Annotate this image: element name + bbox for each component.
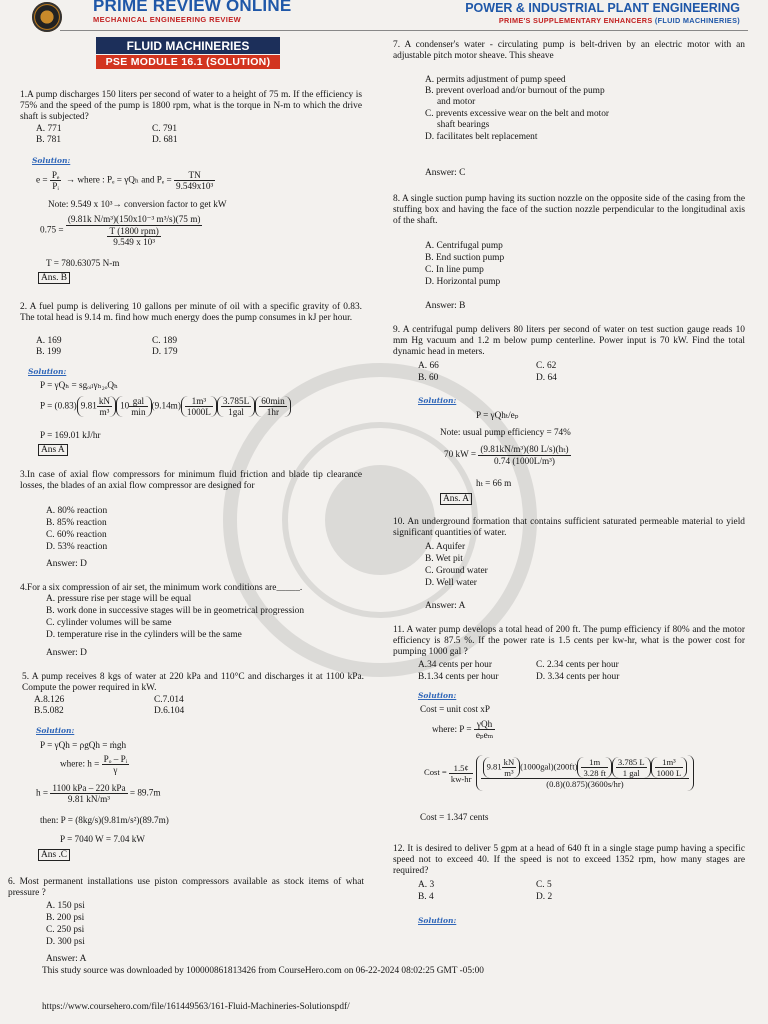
q9-option-b: B. 60 bbox=[418, 373, 439, 383]
q4-option-c: C. cylinder volumes will be same bbox=[46, 618, 172, 628]
q11-solution-label: Solution: bbox=[418, 691, 457, 700]
q3-option-b: B. 85% reaction bbox=[46, 518, 107, 528]
q1-note: Note: 9.549 x 10³→ conversion factor to get kW bbox=[48, 199, 227, 209]
q5-head-value: h = $\frac{\text{1100 kPa – 220 kPa}}{\text{9.81 kN/m³}}$ = 89.7m bbox=[36, 783, 161, 804]
q9-result: hₜ = 66 m bbox=[476, 478, 512, 488]
q8-option-c: C. In line pump bbox=[425, 265, 484, 275]
source-url[interactable]: https://www.coursehero.com/file/161449563/161-Fluid-Machineries-Solutionspdf/ bbox=[42, 1002, 350, 1012]
prime-logo-icon bbox=[32, 2, 62, 32]
q11-option-c: C. 2.34 cents per hour bbox=[536, 660, 619, 670]
question-11: 11. A water pump develops a total head of 200 ft. The pump efficiency if 80% and the motor efficiency is 87.5 %. If the power rate is 1.5 cents per kw-hr, what is the power cost for pumping 1000 gal ? bbox=[393, 625, 745, 657]
q11-result: Cost = 1.347 cents bbox=[420, 812, 489, 822]
module-title: FLUID MACHINERIES bbox=[96, 37, 280, 54]
question-10: 10. An underground formation that contains sufficient saturated permeable material to yield significant quantities of water. bbox=[393, 517, 745, 538]
q6-answer: Answer: A bbox=[46, 954, 87, 964]
q7-option-d: D. facilitates belt replacement bbox=[425, 132, 538, 142]
q10-option-c: C. Ground water bbox=[425, 566, 488, 576]
q1-option-d: D. 681 bbox=[152, 135, 178, 145]
q8-option-b: B. End suction pump bbox=[425, 253, 505, 263]
q2-option-a: A. 169 bbox=[36, 336, 62, 346]
question-2: 2. A fuel pump is delivering 10 gallons per minute of oil with a specific gravity of 0.83. The total head is 9.14 m. find how much energy does the pump consumes in kJ per hour. bbox=[20, 302, 362, 323]
q11-option-b: B.1.34 cents per hour bbox=[418, 672, 499, 682]
q10-option-d: D. Well water bbox=[425, 578, 477, 588]
q6-option-b: B. 200 psi bbox=[46, 913, 85, 923]
q9-power-equation: P = γQhₜ/eₚ bbox=[476, 410, 519, 420]
brand-title: PRIME REVIEW ONLINE bbox=[93, 0, 292, 15]
q9-head-equation: 70 kW = $\frac{\text{(9.81kN/m³)(80 L/s)(hₜ)}}{\text{0.74 (1000L/m³)}}$ bbox=[444, 444, 569, 466]
q8-option-d: D. Horizontal pump bbox=[425, 277, 501, 287]
q6-option-d: D. 300 psi bbox=[46, 937, 85, 947]
question-12: 12. It is desired to deliver 5 gpm at a head of 640 ft in a single stage pump having a specific speed not to exceed 40. If the speed is not to exceed 1352 rpm, how many stages are required? bbox=[393, 844, 745, 876]
header-rule bbox=[60, 30, 748, 31]
q4-option-d: D. temperature rise in the cylinders will be the same bbox=[46, 630, 242, 640]
q9-solution-label: Solution: bbox=[418, 396, 457, 405]
q9-answer: Ans. A bbox=[440, 494, 472, 504]
question-9: 9. A centrifugal pump delivers 80 liters per second of water on test suction gauge reads 10 mm Hg vacuum and 1.2 m below pump centerline. Power input is 70 kW. Find the total dynamic head in meters. bbox=[393, 325, 745, 357]
q7-option-c: C. prevents excessive wear on the belt and motor bbox=[425, 109, 610, 119]
q9-option-a: A. 66 bbox=[418, 361, 439, 371]
q11-cost-equation: Cost = unit cost xP bbox=[420, 704, 491, 714]
q11-option-d: D. 3.34 cents per hour bbox=[536, 672, 620, 682]
q9-option-d: D. 64 bbox=[536, 373, 557, 383]
q11-option-a: A.34 cents per hour bbox=[418, 660, 492, 670]
q10-answer: Answer: A bbox=[425, 601, 466, 611]
q9-option-c: C. 62 bbox=[536, 361, 557, 371]
question-7: 7. A condenser's water - circulating pump is belt-driven by an electric motor with an adjustable pitch motor sheave. This sheave bbox=[393, 40, 745, 61]
q1-torque-equation: 0.75 = $\frac{\text{(9.81k N/m³)(150x10⁻³ m³/s)(75 m)}}{\frac{\text{T (1800 rpm)}}{\text{9.549 x 10³}}}$ bbox=[40, 214, 201, 247]
q6-option-c: C. 250 psi bbox=[46, 925, 85, 935]
q7-option-b-cont: and motor bbox=[437, 97, 476, 107]
q12-option-c: C. 5 bbox=[536, 880, 552, 890]
q2-solution-label: Solution: bbox=[28, 367, 67, 376]
q2-result: P = 169.01 kJ/hr bbox=[40, 430, 101, 440]
q3-option-a: A. 80% reaction bbox=[46, 506, 108, 516]
q4-option-a: A. pressure rise per stage will be equal bbox=[46, 594, 192, 604]
q3-option-d: D. 53% reaction bbox=[46, 542, 108, 552]
q2-option-c: C. 189 bbox=[152, 336, 178, 346]
q8-answer: Answer: B bbox=[425, 301, 466, 311]
download-notice: This study source was downloaded by 100000861813426 from CourseHero.com on 06-22-2024 08:02:25 GMT -05:00 bbox=[42, 966, 484, 976]
q1-solution-label: Solution: bbox=[32, 156, 71, 165]
subject-tag: (FLUID MACHINERIES) bbox=[654, 16, 740, 25]
q1-answer: Ans. B bbox=[38, 273, 70, 283]
q11-power-equation: where: P = $\frac{\text{γQh}}{\text{eₚeₘ}}$ bbox=[432, 719, 494, 740]
question-5: 5. A pump receives 8 kgs of water at 220 kPa and 110°C and discharges it at 1100 kPa. Compute the power required in kW. bbox=[22, 672, 364, 693]
q2-answer: Ans A bbox=[38, 445, 68, 455]
question-3: 3.In case of axial flow compressors for minimum fluid friction and blade tip clearance losses, the blades of an axial flow compressor are designed for bbox=[20, 470, 362, 491]
q5-result: P = 7040 W = 7.04 kW bbox=[60, 834, 145, 844]
q8-option-a: A. Centrifugal pump bbox=[425, 241, 503, 251]
module-number: PSE MODULE 16.1 (SOLUTION) bbox=[96, 55, 280, 69]
module-title-box bbox=[96, 37, 280, 69]
q1-result: T = 780.63075 N-m bbox=[46, 258, 120, 268]
header-right bbox=[465, 0, 740, 25]
q3-answer: Answer: D bbox=[46, 559, 87, 569]
q1-option-b: B. 781 bbox=[36, 135, 62, 145]
q11-cost-calculation: Cost = $\frac{1.5¢}{kw-hr}$ 9.81 $\frac{kN}{\text{m³}}$ (1000gal)(200ft) $\frac{1m}{3.28 ft}$ $\frac{3.785 L}{\text{1 gal}}$ $\frac{\text{1m³}}{1000 L}$ (0.8)(0.875)(3600s/hr) bbox=[424, 755, 694, 791]
q5-option-b: B.5.082 bbox=[34, 706, 64, 716]
q5-solution-label: Solution: bbox=[36, 726, 75, 735]
q1-option-c: C. 791 bbox=[152, 124, 178, 134]
question-8: 8. A single suction pump having its suction nozzle on the opposite side of the casing from the stuffing box and having the face of the suction nozzle perpendicular to the longitudinal axis of the shaft. bbox=[393, 194, 745, 226]
q4-option-b: B. work done in successive stages will be in geometrical progression bbox=[46, 606, 305, 616]
q5-answer: Ans .C bbox=[38, 850, 70, 860]
q5-power-equation: P = γQh = ρgQh = ṁgh bbox=[40, 740, 127, 750]
q6-option-a: A. 150 psi bbox=[46, 901, 85, 911]
q2-energy-equation: P = (0.83) 9.81 $\frac{kN}{\text{m³}}$ 10 $\frac{\text{gal}}{\min}$ (9.14m) $\frac{\text{1m³}}{1000L}$ $\frac{3.785L}{\text{1gal}}$ $\frac{60\min}{1hr}$ bbox=[40, 396, 291, 417]
subject-title: POWER & INDUSTRIAL PLANT ENGINEERING bbox=[465, 1, 740, 15]
brand-subtitle: MECHANICAL ENGINEERING REVIEW bbox=[93, 15, 242, 24]
question-1: 1.A pump discharges 150 liters per second of water to a height of 75 m. If the efficiency is 75% and the speed of the pump is 1800 rpm, what is the torque in N-m to which the drive shaft is subjected? bbox=[20, 90, 362, 122]
question-6: 6. Most permanent installations use piston compressors available as stock items of what pressure ? bbox=[8, 877, 364, 898]
q1-efficiency-equation: e = $\frac{\text{Pₑ}}{\text{Pᵢ}}$ → where : Pₑ = γQₕ and Pₑ = $\frac{TN}{\text{9.549x10³}}$ bbox=[36, 170, 214, 191]
q10-option-b: B. Wet pit bbox=[425, 554, 463, 564]
q7-option-a: A. permits adjustment of pump speed bbox=[425, 75, 566, 85]
q5-option-d: D.6.104 bbox=[154, 706, 185, 716]
q4-answer: Answer: D bbox=[46, 648, 87, 658]
q3-option-c: C. 60% reaction bbox=[46, 530, 107, 540]
question-4: 4.For a six compression of air set, the minimum work conditions are_____. bbox=[20, 583, 303, 593]
q7-answer: Answer: C bbox=[425, 168, 466, 178]
q12-option-a: A. 3 bbox=[418, 880, 435, 890]
q7-option-b: B. prevent overload and/or burnout of the pump bbox=[425, 86, 605, 96]
q10-option-a: A. Aquifer bbox=[425, 542, 466, 552]
q1-option-a: A. 771 bbox=[36, 124, 62, 134]
q12-option-b: B. 4 bbox=[418, 892, 434, 902]
q2-option-b: B. 199 bbox=[36, 347, 62, 357]
q12-option-d: D. 2 bbox=[536, 892, 553, 902]
q5-substitution: then: P = (8kg/s)(9.81m/s²)(89.7m) bbox=[40, 815, 169, 825]
q12-solution-label: Solution: bbox=[418, 916, 457, 925]
q5-option-c: C.7.014 bbox=[154, 695, 184, 705]
q9-note: Note: usual pump efficiency = 74% bbox=[440, 427, 571, 437]
q5-option-a: A.8.126 bbox=[34, 695, 65, 705]
q2-option-d: D. 179 bbox=[152, 347, 178, 357]
q2-power-equation: P = γQₕ = sgₒᵢₗγₕ₂ₒQₕ bbox=[40, 380, 119, 390]
subject-subtitle: PRIME'S SUPPLEMENTARY ENHANCERS (FLUID MACHINERIES) bbox=[498, 16, 740, 25]
q5-head-equation: where: h = $\frac{\text{Pₒ – Pᵢ}}{\gamma}$ bbox=[60, 754, 128, 775]
q7-option-c-cont: shaft bearings bbox=[437, 120, 490, 130]
